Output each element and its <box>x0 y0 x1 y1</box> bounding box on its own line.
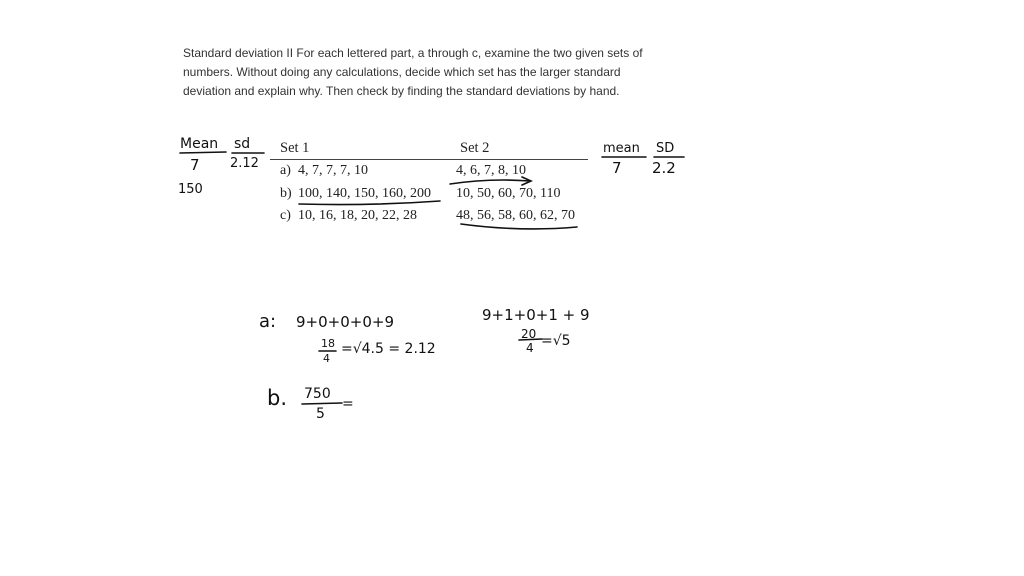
problem-line-3: deviation and explain why. Then check by finding the standard deviations by hand. <box>183 84 620 98</box>
row-a-set2: 4, 6, 7, 8, 10 <box>456 163 526 178</box>
note-sd-value-right: 2.2 <box>652 159 676 177</box>
b-frac-bar <box>302 403 342 404</box>
note-sd-label-right: SD <box>656 141 675 156</box>
note-b-mean-left: 150 <box>178 182 203 197</box>
work-b-equals: = <box>342 396 354 412</box>
row-b-label: b) <box>280 186 292 201</box>
row-a-set1: 4, 7, 7, 7, 10 <box>298 163 368 178</box>
work-a2-frac-den: 4 <box>526 341 534 355</box>
work-a-label: a: <box>259 311 277 332</box>
work-b-frac-num: 750 <box>304 386 331 402</box>
work-a-sum: 9+0+0+0+9 <box>296 313 394 331</box>
work-a-result: =√4.5 = 2.12 <box>341 341 436 357</box>
note-mean-value-right: 7 <box>612 159 622 177</box>
header-set-2: Set 2 <box>460 140 490 156</box>
note-mean-value-left: 7 <box>190 156 200 174</box>
mean-underline-left <box>180 152 226 153</box>
header-set-1: Set 1 <box>280 140 310 156</box>
work-a-frac-num: 18 <box>321 337 335 350</box>
note-sd-value-left: 2.12 <box>230 156 259 171</box>
set2-c-underline <box>461 224 577 229</box>
problem-line-2: numbers. Without doing any calculations, decide which set has the larger standard <box>183 65 621 79</box>
note-mean-label-right: mean <box>603 141 640 156</box>
row-c-set2: 48, 56, 58, 60, 62, 70 <box>456 208 575 223</box>
problem-statement <box>183 44 683 101</box>
work-a2-frac-num: 20 <box>521 327 537 341</box>
row-b-set2: 10, 50, 60, 70, 110 <box>456 186 561 201</box>
problem-line-1: Standard deviation II For each lettered part, a through c, examine the two given sets of <box>183 46 643 60</box>
work-a2-sum: 9+1+0+1 + 9 <box>482 306 590 324</box>
row-a-label: a) <box>280 163 291 178</box>
work-a2-result: =√5 <box>541 333 571 349</box>
row-c-label: c) <box>280 208 291 223</box>
work-b-label: b. <box>267 386 288 410</box>
work-a-frac-den: 4 <box>323 352 330 365</box>
row-b-set1: 100, 140, 150, 160, 200 <box>298 186 431 201</box>
row-c-set1: 10, 16, 18, 20, 22, 28 <box>298 208 417 223</box>
work-b-frac-den: 5 <box>316 406 325 422</box>
note-mean-label-left: Mean <box>180 136 219 152</box>
note-sd-label-left: sd <box>234 136 251 152</box>
header-rule <box>270 159 588 160</box>
